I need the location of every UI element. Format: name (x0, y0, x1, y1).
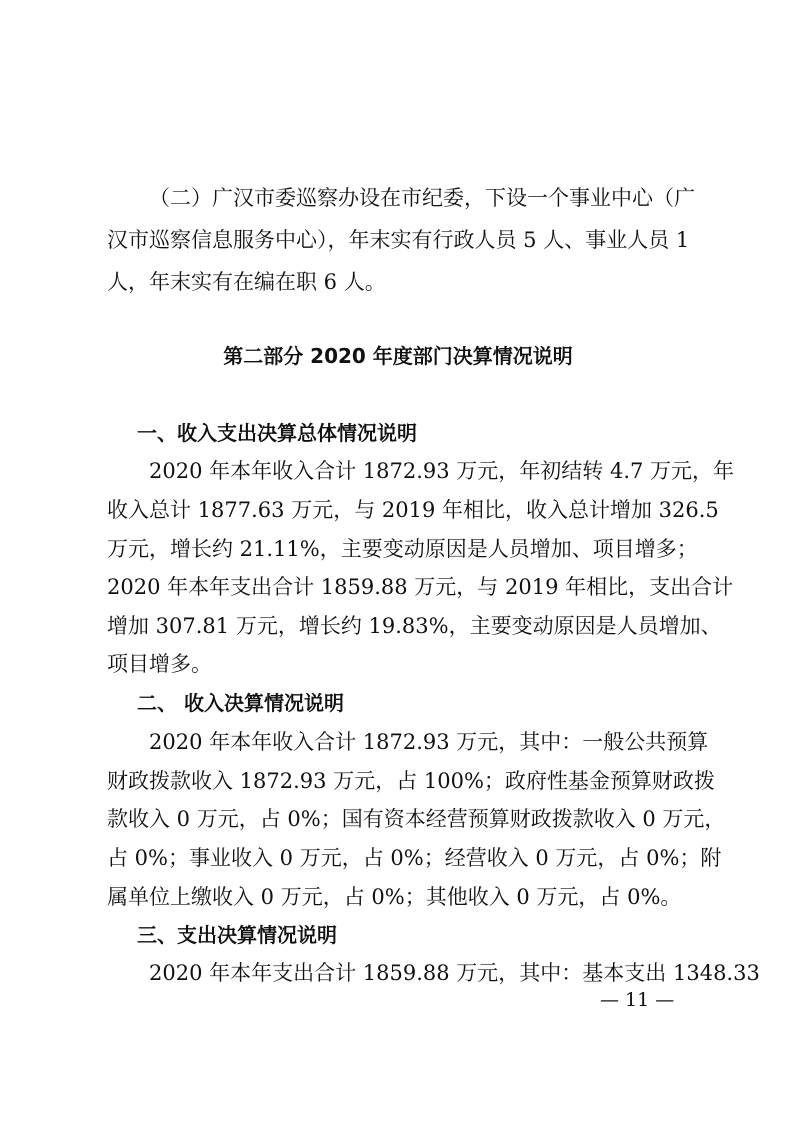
part-title: 第二部分 2020 年度部门决算情况说明 (223, 344, 573, 368)
section-heading-3: 三、支出决算情况说明 (137, 923, 337, 947)
section-2-line-2: 财政拨款收入 1872.93 万元，占 100%；政府性基金预算财政拨 (107, 769, 715, 793)
section-1-line-6: 项目增多。 (107, 652, 212, 676)
section-1-line-2: 收入总计 1877.63 万元，与 2019 年相比，收入总计增加 326.5 (107, 498, 719, 522)
section-2-line-4: 占 0%；事业收入 0 万元，占 0%；经营收入 0 万元，占 0%；附 (107, 846, 722, 870)
intro-line-1: （二）广汉市委巡察办设在市纪委，下设一个事业中心（广 (149, 186, 695, 210)
section-heading-1: 一、收入支出决算总体情况说明 (137, 421, 417, 445)
section-1-line-3: 万元，增长约 21.11%，主要变动原因是人员增加、项目增多； (107, 537, 698, 561)
intro-line-3: 人，年末实有在编在职 6 人。 (107, 270, 386, 294)
section-1-line-4: 2020 年本年支出合计 1859.88 万元，与 2019 年相比，支出合计 (107, 575, 734, 599)
section-2-line-3: 款收入 0 万元，占 0%；国有资本经营预算财政拨款收入 0 万元， (107, 807, 726, 831)
section-1-line-1: 2020 年本年收入合计 1872.93 万元，年初结转 4.7 万元，年 (149, 459, 735, 483)
section-2-line-1: 2020 年本年收入合计 1872.93 万元，其中：一般公共预算 (149, 730, 709, 754)
section-heading-2: 二、 收入决算情况说明 (137, 691, 344, 715)
section-3-line-1: 2020 年本年支出合计 1859.88 万元，其中：基本支出 1348.33 (149, 961, 760, 985)
section-1-line-5: 增加 307.81 万元，增长约 19.83%，主要变动原因是人员增加、 (107, 614, 722, 638)
page-number: — 11 — (600, 989, 675, 1011)
intro-line-2: 汉市巡察信息服务中心），年末实有行政人员 5 人、事业人员 1 (107, 228, 690, 252)
section-2-line-5: 属单位上缴收入 0 万元，占 0%；其他收入 0 万元，占 0%。 (107, 885, 682, 909)
